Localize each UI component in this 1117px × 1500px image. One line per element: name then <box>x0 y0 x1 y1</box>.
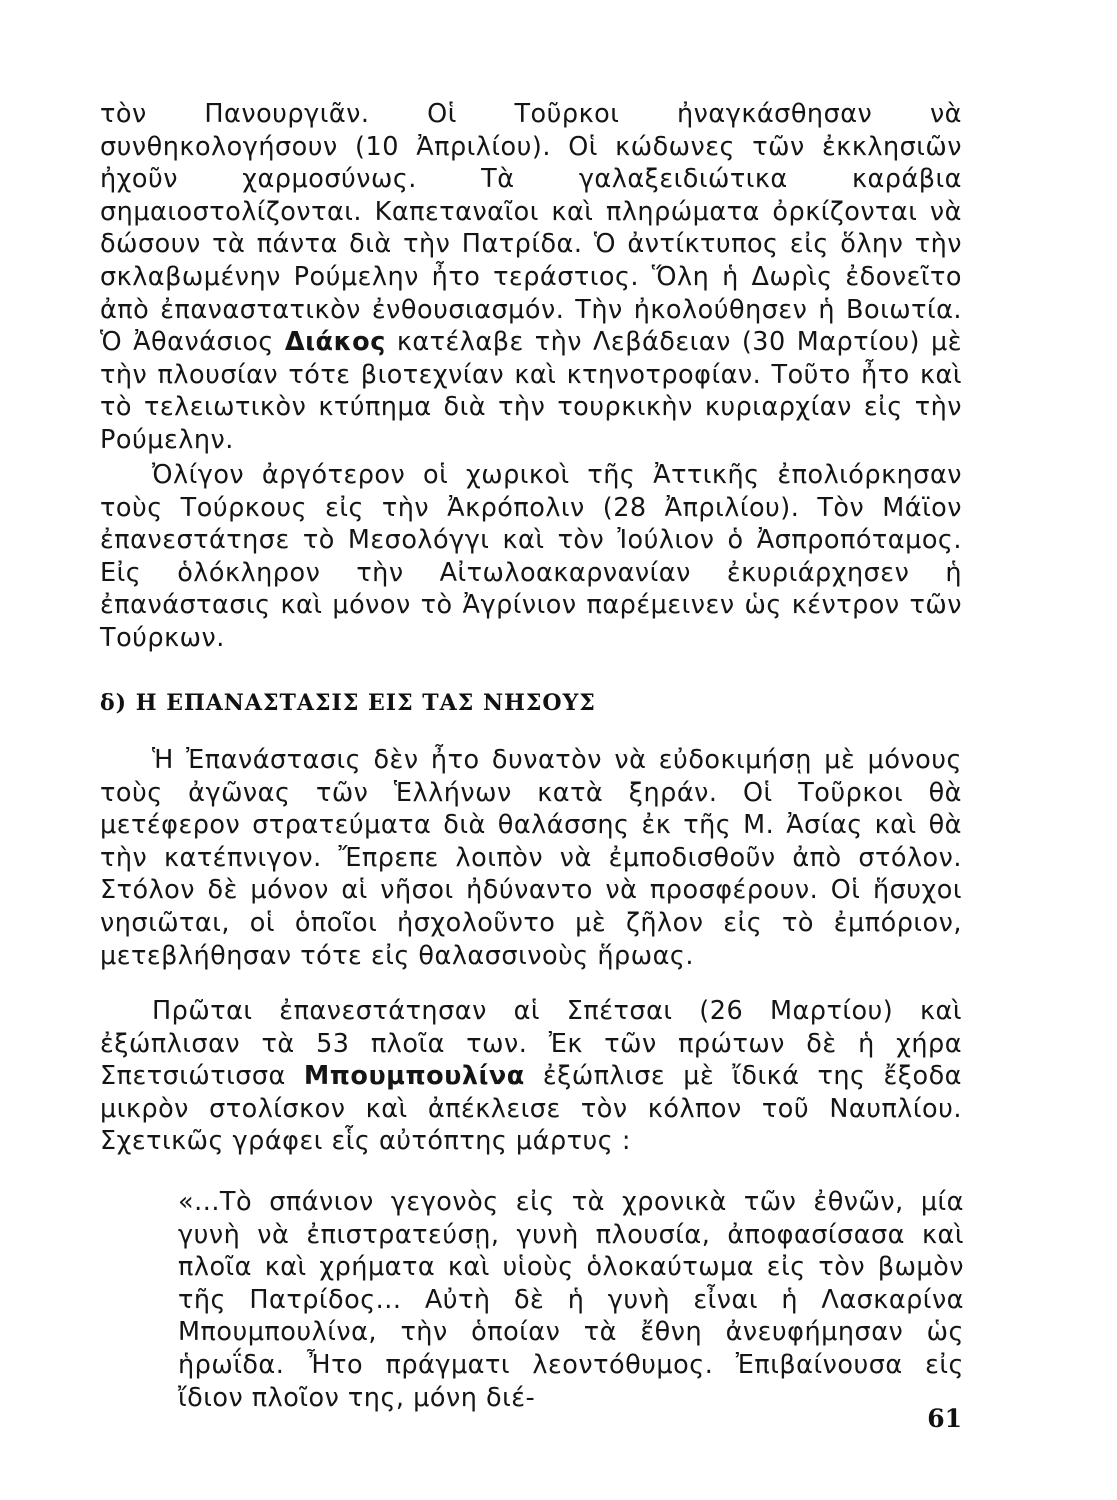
name-bouboulina: Μπουμπουλίνα <box>303 1061 525 1092</box>
paragraph-spetses-bouboulina <box>100 995 962 1158</box>
eyewitness-quote: «...Τὸ σπάνιον γεγονὸς εἰς τὰ χρονικὰ τῶν ἐθνῶν, μία γυνὴ νὰ ἐπιστρατεύσῃ, γυνὴ πλουσία, ἀποφασίσασα καὶ πλοῖα καὶ χρήματα καὶ υἱοὺς ὁλοκαύτωμα εἰς τὸν βωμὸν τῆς Πατρίδος... Αὐτὴ δὲ ἡ γυνὴ εἶναι ἡ Λασκαρίνα Μπουμπουλίνα, τὴν ὁποίαν τὰ ἔθνη ἀνευφήμησαν ὡς ἡρωΐδα. Ἦτο πράγματι λεοντόθυμος. Ἐπιβαίνουσα εἰς ἴδιον πλοῖον της, μόνη διέ- <box>178 1187 964 1413</box>
name-diakos: Διάκος <box>284 327 386 358</box>
paragraph-4-text-b: ἐξώπλισε μὲ ἴδικά της ἔξοδα μικρὸν στολίσκον καὶ ἀπέκλεισε τὸν κόλπον τοῦ Ναυπλίου. Σχετικῶς γράφει εἷς αὐτόπτης μάρτυς : <box>100 1061 962 1157</box>
paragraph-1-text-b: κατέλαβε τὴν Λεβάδειαν (30 Μαρτίου) μὲ τὴν πλουσίαν τότε βιοτεχνίαν καὶ κτηνοτροφίαν. Τοῦτο ἦτο καὶ τὸ τελειωτικὸν κτύπημα διὰ τὴν τουρκικὴν κυριαρχίαν εἰς τὴν Ρούμελην. <box>100 327 962 455</box>
page-number: 61 <box>927 1404 962 1433</box>
paragraph-islands-revolution: Ἡ Ἐπανάστασις δὲν ἦτο δυνατὸν νὰ εὐδοκιμήσῃ μὲ μόνους τοὺς ἀγῶνας τῶν Ἑλλήνων κατὰ ξηράν. Οἱ Τοῦρκοι θὰ μετέφερον στρατεύματα διὰ θαλάσσης ἐκ τῆς Μ. Ἀσίας καὶ θὰ τὴν κατέπνιγον. Ἔπρεπε λοιπὸν νὰ ἐμποδισθοῦν ἀπὸ στόλον. Στόλον δὲ μόνον αἱ νῆσοι ἠδύναντο νὰ προσφέρουν. Οἱ ἥσυχοι νησιῶται, οἱ ὁποῖοι ἠσχολοῦντο μὲ ζῆλον εἰς τὸ ἐμπόριον, μετεβλήθησαν τότε εἰς θαλασσινοὺς ἥρωας. <box>100 745 962 971</box>
paragraph-athanasios-diakos <box>100 98 962 457</box>
paragraph-1-text-a: τὸν Πανουργιᾶν. Οἱ Τοῦρκοι ἠναγκάσθησαν νὰ συνθηκολογήσουν (10 Ἀπριλίου). Οἱ κώδωνες τῶν ἐκκλησιῶν ἠχοῦν χαρμοσύνως. Τὰ γαλαξειδιώτικα καράβια σημαιοστολίζονται. Καπεταναῖοι καὶ πληρώματα ὀρκίζονται νὰ δώσουν τὰ πάντα διὰ τὴν Πατρίδα. Ὁ ἀντίκτυπος εἰς ὅλην τὴν σκλαβωμένην Ρούμελην ἦτο τεράστιος. Ὅλη ἡ Δωρὶς ἐδονεῖτο ἀπὸ ἐπαναστατικὸν ἐνθουσιασμόν. Τὴν ἠκολούθησεν ἡ Βοιωτία. Ὁ Ἀθανάσιος <box>100 99 962 358</box>
paragraph-4-text-a: Πρῶται ἐπανεστάτησαν αἱ Σπέτσαι (26 Μαρτίου) καὶ ἐξώπλισαν τὰ 53 πλοῖα των. Ἐκ τῶν πρώτων δὲ ἡ χήρα Σπετσιώτισσα <box>100 996 962 1092</box>
paragraph-attica-mesolongi: Ὀλίγον ἀργότερον οἱ χωρικοὶ τῆς Ἀττικῆς ἐπολιόρκησαν τοὺς Τούρκους εἰς τὴν Ἀκρόπολιν (28 Ἀπριλίου). Τὸν Μάϊον ἐπανεστάτησε τὸ Μεσολόγγι καὶ τὸν Ἰούλιον ὁ Ἀσπροπόταμος. Εἰς ὁλόκληρον τὴν Αἰτωλοακαρνανίαν ἐκυριάρχησεν ἡ ἐπανάστασις καὶ μόνον τὸ Ἀγρίνιον παρέμεινεν ὡς κέντρον τῶν Τούρκων. <box>100 460 962 653</box>
section-heading: δ) Η ΕΠΑΝΑΣΤΑΣΙΣ ΕΙΣ ΤΑΣ ΝΗΣΟΥΣ <box>100 690 596 716</box>
